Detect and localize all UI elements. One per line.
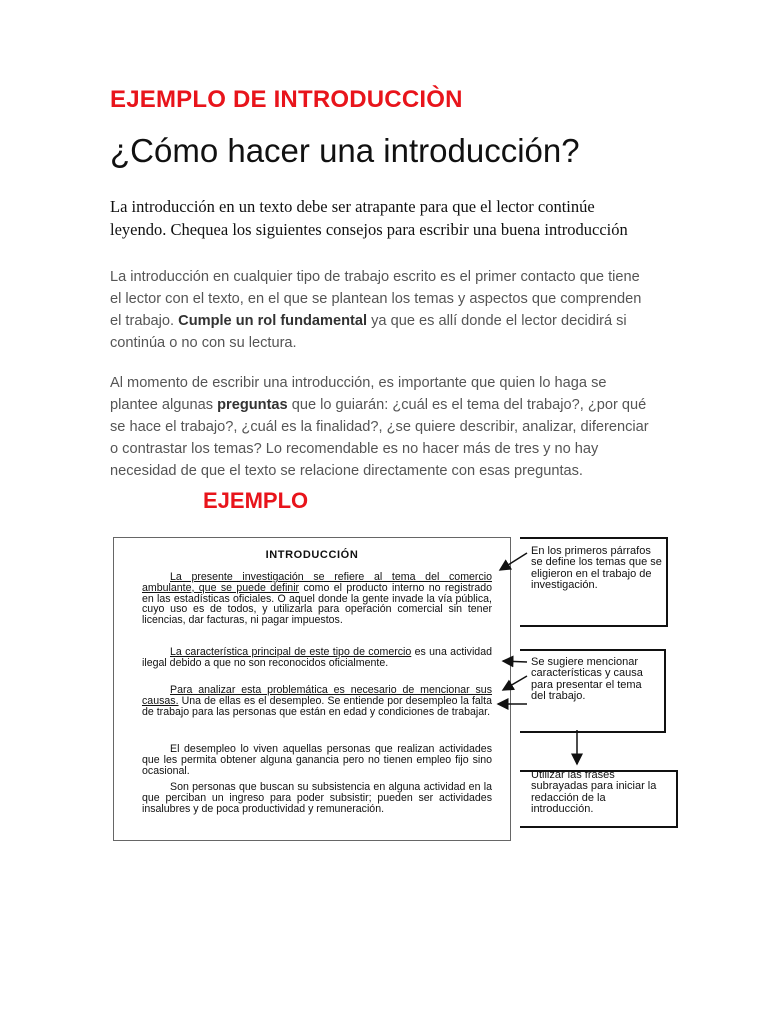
p2-text-c: que lo guiarán: ¿cuál es el tema del trabajo?, ¿por qué se hace el trabajo?, ¿cuál es la finalidad?, ¿se quiere describir, analizar, diferenciar o contrastar los temas? Lo recomendable es no hacer más de tres y no hay necesidad de que el texto se relacione directamente con esas preguntas. <box>110 397 649 479</box>
scan-p3-rest: Una de ellas es el desempleo. Se entiende por desempleo la falta de trabajo para las personas que están en edad y condiciones de trabajar. <box>142 694 492 718</box>
arrow-to-paragraph-3 <box>503 676 527 690</box>
p2-bold: preguntas <box>217 397 288 413</box>
example-label: EJEMPLO <box>203 488 309 513</box>
p1-text-a: La introducción en cualquier tipo de trabajo escrito es el primer contacto que tiene el lector con el texto, en el que se plantean los temas y aspectos que comprenden el trabajo. <box>110 269 642 329</box>
scan-title: INTRODUCCIÓN <box>265 549 359 561</box>
scan-p4-text: El desempleo lo viven aquellas personas que realizan actividades que les permita obtener alguna ganancia pero no tienen empleo fijo sino ocasional. <box>142 743 492 777</box>
arrow-to-paragraph-2 <box>503 661 527 662</box>
scan-p1-rest: como el producto interno no registrado en las estadísticas oficiales. O aquel donde la gente invade la vía pública, cuyo uso es de todos, y utilizarla para operación comercial sin tener licencias, dar facturas, ni pagar impuestos. <box>142 581 492 627</box>
p1-bold: Cumple un rol fundamental <box>178 313 368 329</box>
document-heading: EJEMPLO DE INTRODUCCIÒN <box>110 86 463 113</box>
page-title: ¿Cómo hacer una introducción? <box>110 132 580 169</box>
scan-p5-text: Son personas que buscan su subsistencia en alguna actividad en la que perciban un ingreso para poder subsistir; pueden ser actividades insalubres y de poca productividad y remuneración. <box>142 781 492 815</box>
arrow-to-paragraph-1 <box>500 553 527 570</box>
scan-p3-underlined: Para analizar esta problemática es necesario de mencionar sus causas. <box>142 684 492 707</box>
annotation-note-1: En los primeros párrafos se define los temas que se eligieron en el trabajo de investigación. <box>531 545 662 591</box>
p1-text-c: ya que es allí donde el lector decidirá si continúa o no con su lectura. <box>110 313 627 351</box>
annotation-note-3: Utilizar las frases subrayadas para iniciar la redacción de la introducción. <box>531 769 657 815</box>
scan-p1-underlined: La presente investigación se refiere al tema del comercio ambulante, que se puede definir <box>142 571 492 594</box>
scan-p2-rest: es una actividad ilegal debido a que no son reconocidos oficialmente. <box>142 646 492 669</box>
lead-paragraph: La introducción en un texto debe ser atrapante para que el lector continúe leyendo. Chequea los siguientes consejos para escribir una buena introducción <box>110 197 628 239</box>
p2-text-a: Al momento de escribir una introducción, es importante que quien lo haga se plantee algunas <box>110 375 607 413</box>
scan-p2-underlined: La característica principal de este tipo de comercio <box>170 646 412 658</box>
annotation-note-2: Se sugiere mencionar características y causa para presentar el tema del trabajo. <box>531 656 643 702</box>
